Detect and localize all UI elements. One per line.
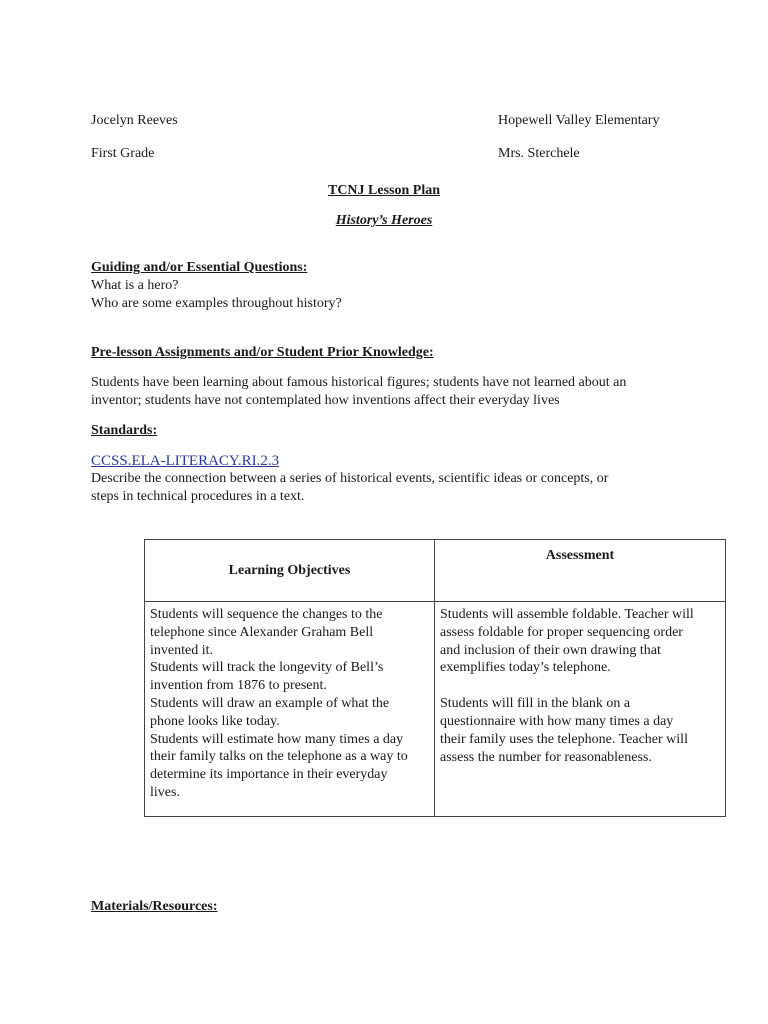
- assessment-cell: [435, 602, 726, 817]
- objective-line: Students will draw an example of what the: [150, 695, 390, 711]
- standard-line: steps in technical procedures in a text.: [91, 489, 305, 504]
- guiding-question: Who are some examples throughout history?: [91, 296, 342, 311]
- table-header-row: [145, 540, 726, 602]
- objective-line: Students will track the longevity of Bell’s: [150, 660, 384, 676]
- objective-line: lives.: [150, 784, 180, 800]
- standard-link[interactable]: CCSS.ELA-LITERACY.RI.2.3: [91, 453, 280, 469]
- page-title: TCNJ Lesson Plan: [327, 183, 441, 198]
- assessment-line: Students will assemble foldable. Teacher will: [440, 607, 694, 622]
- objective-line: invented it.: [150, 642, 213, 658]
- assessment-line: and inclusion of their own drawing that: [440, 642, 661, 658]
- objective-line: their family talks on the telephone as a way to: [150, 749, 408, 765]
- standard-description: [91, 470, 731, 506]
- prelesson-line: Students have been learning about famous historical figures; students have not learned about an: [91, 375, 627, 390]
- author-name: Jocelyn Reeves: [91, 113, 178, 128]
- objective-line: invention from 1876 to present.: [150, 678, 327, 694]
- assessment-header: Assessment: [435, 540, 726, 602]
- objectives-table: [144, 539, 726, 817]
- objectives-header: Learning Objectives: [145, 540, 435, 602]
- prelesson-text: [91, 374, 731, 410]
- assessment-line: assess the number for reasonableness.: [440, 749, 652, 765]
- assessment-line: exemplifies today’s telephone.: [440, 660, 611, 676]
- objective-line: telephone since Alexander Graham Bell: [150, 624, 374, 640]
- objective-line: Students will sequence the changes to the: [150, 607, 383, 622]
- grade-level: First Grade: [91, 146, 155, 161]
- guiding-questions-heading: Guiding and/or Essential Questions:: [91, 260, 308, 275]
- assessment-line: Students will fill in the blank on a: [440, 696, 631, 712]
- prelesson-line: inventor; students have not contemplated how inventions affect their everyday lives: [91, 393, 560, 408]
- prelesson-heading: Pre-lesson Assignments and/or Student Prior Knowledge:: [91, 345, 434, 360]
- standard-line: Describe the connection between a series of historical events, scientific ideas or concepts, or: [91, 471, 609, 486]
- school-name: Hopewell Valley Elementary: [498, 113, 660, 128]
- materials-heading: Materials/Resources:: [91, 899, 218, 914]
- guiding-question: What is a hero?: [91, 278, 179, 293]
- objective-line: Students will estimate how many times a day: [150, 731, 404, 747]
- page-subtitle: History’s Heroes: [335, 213, 433, 228]
- objectives-cell: [145, 602, 435, 817]
- objective-line: determine its importance in their everyday: [150, 767, 388, 783]
- paragraph-gap: [440, 677, 720, 695]
- table-row: [145, 602, 726, 817]
- guiding-questions-section: [91, 259, 711, 313]
- assessment-line: their family uses the telephone. Teacher will: [440, 731, 688, 747]
- standards-heading: Standards:: [91, 423, 158, 438]
- objective-line: phone looks like today.: [150, 713, 280, 729]
- assessment-line: assess foldable for proper sequencing order: [440, 624, 683, 640]
- teacher-name: Mrs. Sterchele: [498, 146, 580, 161]
- assessment-line: questionnaire with how many times a day: [440, 713, 674, 729]
